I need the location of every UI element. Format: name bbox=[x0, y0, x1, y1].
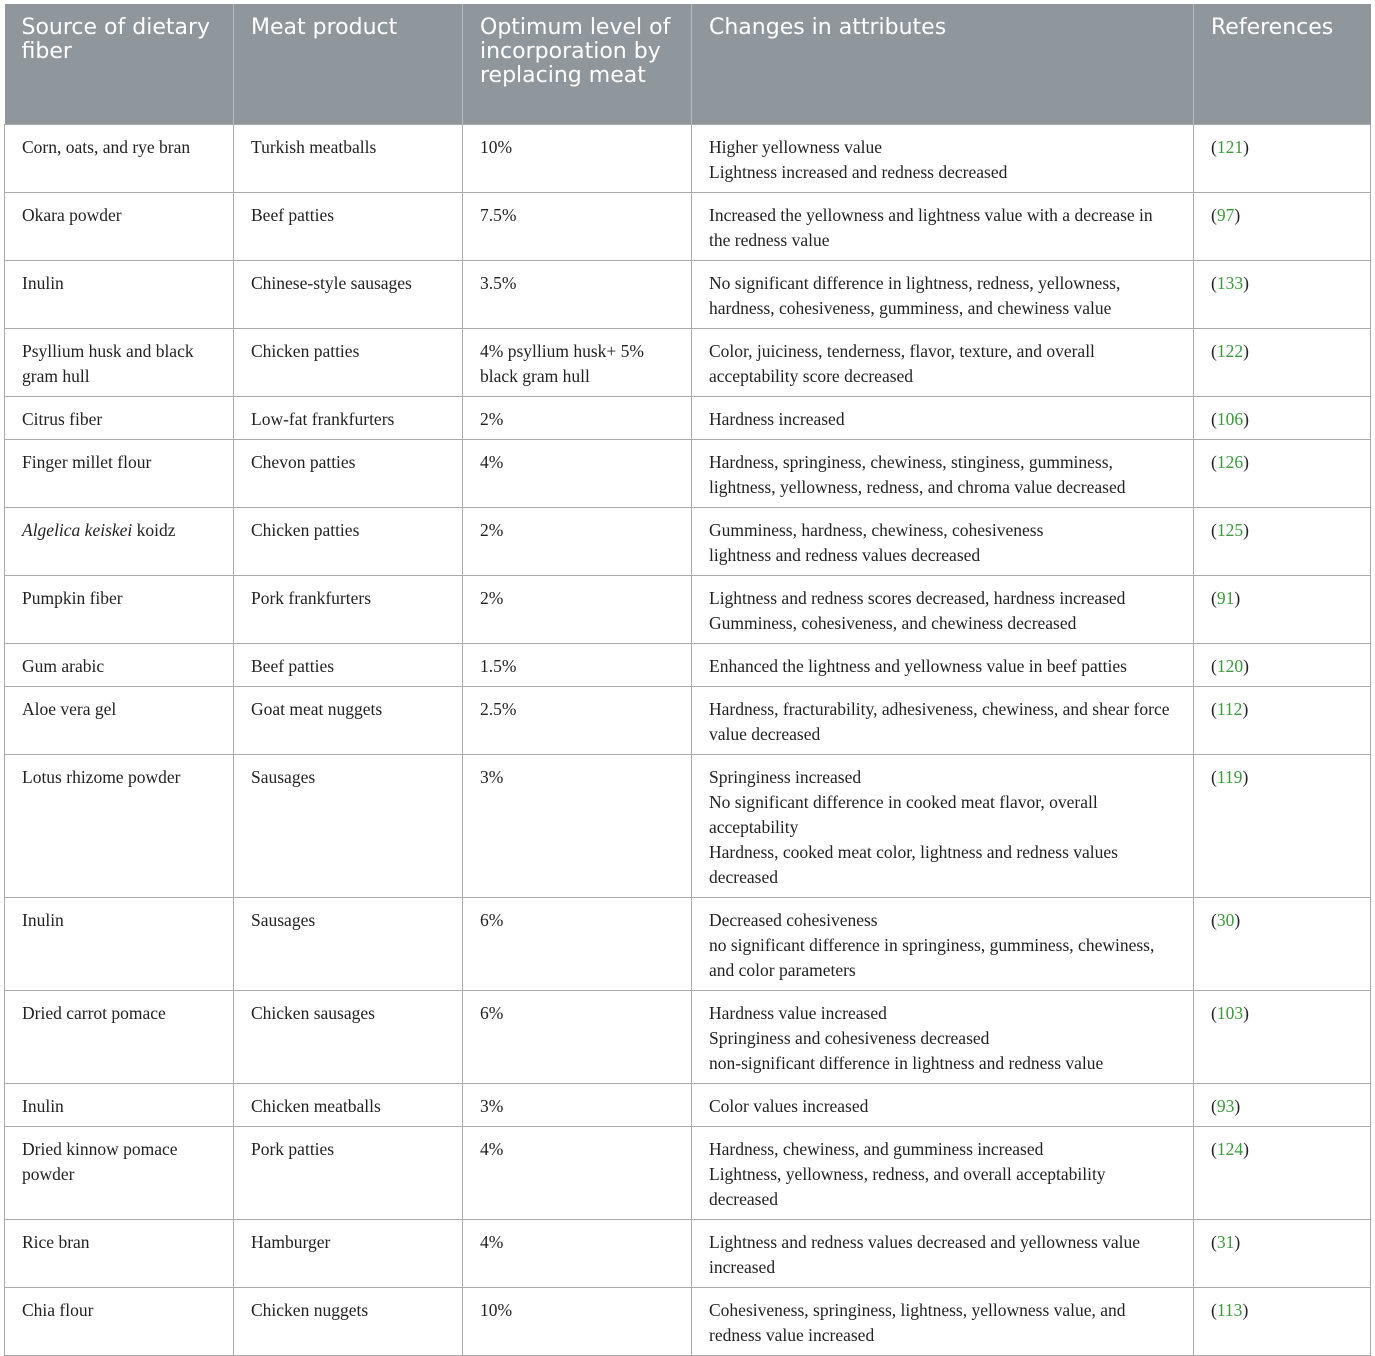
cell-level: 4% bbox=[463, 440, 692, 508]
cell-product: Chicken sausages bbox=[234, 991, 463, 1084]
table-row bbox=[5, 1288, 1371, 1356]
change-line: Hardness, cooked meat color, lightness and redness values decreased bbox=[709, 842, 1118, 887]
cell-level: 2% bbox=[463, 397, 692, 440]
table-row bbox=[5, 1220, 1371, 1288]
cell-reference: (122) bbox=[1194, 329, 1371, 397]
cell-product: Turkish meatballs bbox=[234, 125, 463, 193]
cell-reference: (133) bbox=[1194, 261, 1371, 329]
cell-product: Sausages bbox=[234, 898, 463, 991]
table-row bbox=[5, 125, 1371, 193]
change-line: Decreased cohesiveness bbox=[709, 910, 878, 930]
cell-reference: (119) bbox=[1194, 755, 1371, 898]
table-row bbox=[5, 329, 1371, 397]
cell-source: Finger millet flour bbox=[5, 440, 234, 508]
header-product: Meat product bbox=[234, 4, 463, 125]
cell-reference: (93) bbox=[1194, 1084, 1371, 1127]
change-line: Lightness and redness values decreased and yellowness value increased bbox=[709, 1232, 1141, 1277]
cell-level: 6% bbox=[463, 898, 692, 991]
change-line: Hardness, chewiness, and gumminess increased bbox=[709, 1139, 1044, 1159]
table-row bbox=[5, 644, 1371, 687]
cell-product: Beef patties bbox=[234, 644, 463, 687]
table-row bbox=[5, 991, 1371, 1084]
species-suffix: koidz bbox=[132, 520, 176, 540]
change-line: Higher yellowness value bbox=[709, 137, 883, 157]
species-name: Algelica keiskei bbox=[22, 520, 133, 540]
reference-link[interactable]: 91 bbox=[1216, 588, 1235, 608]
change-line: Lightness increased and redness decreased bbox=[709, 162, 1008, 182]
cell-level: 6% bbox=[463, 991, 692, 1084]
table-row bbox=[5, 576, 1371, 644]
cell-level: 2% bbox=[463, 576, 692, 644]
change-line: Hardness value increased bbox=[709, 1003, 887, 1023]
reference-link[interactable]: 126 bbox=[1216, 452, 1244, 472]
reference-link[interactable]: 120 bbox=[1216, 656, 1244, 676]
cell-source: Okara powder bbox=[5, 193, 234, 261]
change-line: non-significant difference in lightness and redness value bbox=[709, 1053, 1104, 1073]
reference-link[interactable]: 112 bbox=[1216, 699, 1243, 719]
cell-source: Psyllium husk and black gram hull bbox=[5, 329, 234, 397]
change-line: Springiness and cohesiveness decreased bbox=[709, 1028, 990, 1048]
cell-source: Gum arabic bbox=[5, 644, 234, 687]
change-line: Enhanced the lightness and yellowness value in beef patties bbox=[709, 656, 1127, 676]
cell-changes bbox=[692, 1220, 1194, 1288]
cell-level: 4% bbox=[463, 1220, 692, 1288]
cell-source: Dried carrot pomace bbox=[5, 991, 234, 1084]
change-line: Cohesiveness, springiness, lightness, yellowness value, and redness value increased bbox=[709, 1300, 1126, 1345]
table-body bbox=[5, 125, 1371, 1356]
table-row bbox=[5, 1084, 1371, 1127]
change-line: Gumminess, hardness, chewiness, cohesiveness bbox=[709, 520, 1044, 540]
cell-source: Rice bran bbox=[5, 1220, 234, 1288]
cell-changes bbox=[692, 329, 1194, 397]
cell-reference: (112) bbox=[1194, 687, 1371, 755]
cell-reference: (125) bbox=[1194, 508, 1371, 576]
cell-level: 10% bbox=[463, 125, 692, 193]
table-row bbox=[5, 261, 1371, 329]
cell-reference: (103) bbox=[1194, 991, 1371, 1084]
cell-level: 4% bbox=[463, 1127, 692, 1220]
change-line: no significant difference in springiness, gumminess, chewiness, and color parameters bbox=[709, 935, 1155, 980]
cell-product: Goat meat nuggets bbox=[234, 687, 463, 755]
reference-link[interactable]: 124 bbox=[1216, 1139, 1244, 1159]
change-line: Color values increased bbox=[709, 1096, 869, 1116]
cell-level: 3% bbox=[463, 755, 692, 898]
cell-source: Inulin bbox=[5, 261, 234, 329]
change-line: Color, juiciness, tenderness, flavor, texture, and overall acceptability score decreased bbox=[709, 341, 1095, 386]
table-row bbox=[5, 397, 1371, 440]
header-level: Optimum level of incorporation by replacing meat bbox=[463, 4, 692, 125]
cell-source: Lotus rhizome powder bbox=[5, 755, 234, 898]
cell-changes bbox=[692, 755, 1194, 898]
cell-source bbox=[5, 508, 234, 576]
table-row bbox=[5, 508, 1371, 576]
reference-link[interactable]: 106 bbox=[1216, 409, 1244, 429]
cell-reference: (91) bbox=[1194, 576, 1371, 644]
cell-source: Inulin bbox=[5, 1084, 234, 1127]
cell-level: 1.5% bbox=[463, 644, 692, 687]
reference-link[interactable]: 125 bbox=[1216, 520, 1244, 540]
cell-changes bbox=[692, 991, 1194, 1084]
cell-level: 3.5% bbox=[463, 261, 692, 329]
cell-product: Low-fat frankfurters bbox=[234, 397, 463, 440]
cell-level: 4% psyllium husk+ 5% black gram hull bbox=[463, 329, 692, 397]
cell-source: Dried kinnow pomace powder bbox=[5, 1127, 234, 1220]
cell-changes bbox=[692, 1084, 1194, 1127]
cell-reference: (30) bbox=[1194, 898, 1371, 991]
change-line: Gumminess, cohesiveness, and chewiness decreased bbox=[709, 613, 1077, 633]
change-line: Hardness, fracturability, adhesiveness, chewiness, and shear force value decreased bbox=[709, 699, 1170, 744]
cell-changes bbox=[692, 397, 1194, 440]
cell-reference: (106) bbox=[1194, 397, 1371, 440]
header-changes: Changes in attributes bbox=[692, 4, 1194, 125]
table-row bbox=[5, 440, 1371, 508]
cell-changes bbox=[692, 1127, 1194, 1220]
cell-product: Chevon patties bbox=[234, 440, 463, 508]
reference-link[interactable]: 97 bbox=[1216, 205, 1235, 225]
reference-link[interactable]: 119 bbox=[1216, 767, 1243, 787]
cell-changes bbox=[692, 644, 1194, 687]
reference-link[interactable]: 121 bbox=[1216, 137, 1244, 157]
change-line: Lightness and redness scores decreased, hardness increased bbox=[709, 588, 1126, 608]
reference-link[interactable]: 31 bbox=[1216, 1232, 1235, 1252]
cell-level: 2% bbox=[463, 508, 692, 576]
cell-product: Beef patties bbox=[234, 193, 463, 261]
cell-product: Pork patties bbox=[234, 1127, 463, 1220]
cell-changes bbox=[692, 440, 1194, 508]
cell-changes bbox=[692, 687, 1194, 755]
change-line: Increased the yellowness and lightness value with a decrease in the redness value bbox=[709, 205, 1153, 250]
reference-link[interactable]: 133 bbox=[1216, 273, 1244, 293]
table-row bbox=[5, 687, 1371, 755]
reference-link[interactable]: 122 bbox=[1216, 341, 1244, 361]
cell-reference: (121) bbox=[1194, 125, 1371, 193]
cell-changes bbox=[692, 508, 1194, 576]
cell-product: Chicken nuggets bbox=[234, 1288, 463, 1356]
cell-product: Sausages bbox=[234, 755, 463, 898]
cell-source: Inulin bbox=[5, 898, 234, 991]
cell-product: Chicken patties bbox=[234, 508, 463, 576]
cell-product: Chicken patties bbox=[234, 329, 463, 397]
reference-link[interactable]: 93 bbox=[1216, 1096, 1235, 1116]
change-line: Hardness increased bbox=[709, 409, 845, 429]
header-row bbox=[5, 4, 1371, 125]
change-line: Hardness, springiness, chewiness, stinginess, gumminess, lightness, yellowness, redness, and chroma value decreased bbox=[709, 452, 1126, 497]
cell-product: Pork frankfurters bbox=[234, 576, 463, 644]
cell-changes bbox=[692, 193, 1194, 261]
cell-source: Citrus fiber bbox=[5, 397, 234, 440]
reference-link[interactable]: 113 bbox=[1216, 1300, 1243, 1320]
cell-product: Hamburger bbox=[234, 1220, 463, 1288]
table-header bbox=[5, 4, 1371, 125]
cell-reference: (31) bbox=[1194, 1220, 1371, 1288]
cell-changes bbox=[692, 1288, 1194, 1356]
cell-reference: (124) bbox=[1194, 1127, 1371, 1220]
header-references: References bbox=[1194, 4, 1371, 125]
cell-source: Aloe vera gel bbox=[5, 687, 234, 755]
table-row bbox=[5, 193, 1371, 261]
change-line: lightness and redness values decreased bbox=[709, 545, 981, 565]
change-line: No significant difference in lightness, redness, yellowness, hardness, cohesiveness, gumminess, and chewiness value bbox=[709, 273, 1121, 318]
table-row bbox=[5, 755, 1371, 898]
change-line: Lightness, yellowness, redness, and overall acceptability decreased bbox=[709, 1164, 1106, 1209]
cell-product: Chicken meatballs bbox=[234, 1084, 463, 1127]
dietary-fiber-table bbox=[4, 4, 1371, 1356]
cell-changes bbox=[692, 261, 1194, 329]
cell-reference: (97) bbox=[1194, 193, 1371, 261]
cell-source: Pumpkin fiber bbox=[5, 576, 234, 644]
change-line: Springiness increased bbox=[709, 767, 862, 787]
table-row bbox=[5, 1127, 1371, 1220]
cell-changes bbox=[692, 576, 1194, 644]
cell-level: 10% bbox=[463, 1288, 692, 1356]
cell-changes bbox=[692, 898, 1194, 991]
cell-reference: (113) bbox=[1194, 1288, 1371, 1356]
cell-product: Chinese-style sausages bbox=[234, 261, 463, 329]
cell-source: Corn, oats, and rye bran bbox=[5, 125, 234, 193]
table-row bbox=[5, 898, 1371, 991]
header-source: Source of dietary fiber bbox=[5, 4, 234, 125]
cell-level: 3% bbox=[463, 1084, 692, 1127]
cell-level: 7.5% bbox=[463, 193, 692, 261]
cell-reference: (126) bbox=[1194, 440, 1371, 508]
change-line: No significant difference in cooked meat flavor, overall acceptability bbox=[709, 792, 1098, 837]
cell-changes bbox=[692, 125, 1194, 193]
cell-level: 2.5% bbox=[463, 687, 692, 755]
cell-reference: (120) bbox=[1194, 644, 1371, 687]
reference-link[interactable]: 30 bbox=[1216, 910, 1235, 930]
reference-link[interactable]: 103 bbox=[1216, 1003, 1244, 1023]
cell-source: Chia flour bbox=[5, 1288, 234, 1356]
